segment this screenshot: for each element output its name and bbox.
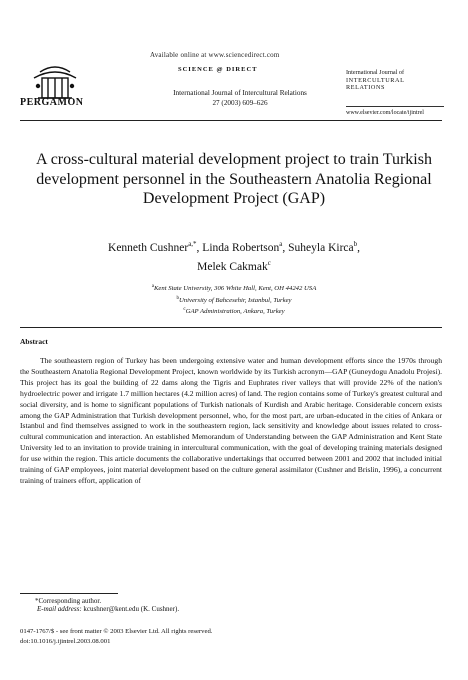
- right-journal-line-3: RELATIONS: [346, 84, 386, 91]
- journal-volume-pages: 27 (2003) 609–626: [212, 99, 268, 107]
- corresponding-author-note: *Corresponding author.: [35, 597, 102, 605]
- author-affil-mark: b: [353, 240, 358, 248]
- abstract-heading: Abstract: [20, 337, 48, 346]
- email-link[interactable]: kcushner@kent.edu (K. Cushner).: [83, 605, 180, 613]
- affiliation-mark: a: [151, 284, 154, 289]
- email-label: E-mail address:: [37, 605, 82, 613]
- affiliation-line: $^b$University of Bahcesehir, Istanbul, Turkey: [176, 295, 292, 304]
- available-online-line[interactable]: Available online at www.sciencedirect.com: [150, 51, 280, 59]
- author-list: Kenneth Cushner$^{a,*}$, Linda Robertson$^a$, Suheyla Kirca$^b$, Melek Cakmak$^c$: [108, 240, 360, 273]
- right-journal-line-1: International Journal of: [346, 69, 405, 76]
- author-email-line: [37, 605, 179, 615]
- journal-name: International Journal of Intercultural Relations: [173, 89, 307, 97]
- right-journal-logo: [346, 69, 446, 92]
- abstract-body: [20, 356, 442, 487]
- author-affil-mark: c: [267, 258, 271, 267]
- right-journal-divider: [346, 106, 444, 107]
- author-name: Linda Robertson: [202, 241, 280, 254]
- publisher-name: PERGAMON: [20, 97, 84, 108]
- author-name: Suheyla Kirca: [288, 241, 354, 254]
- doi-link[interactable]: doi:10.1016/j.ijintrel.2003.08.001: [20, 638, 111, 645]
- affiliation-mark: b: [176, 295, 179, 301]
- affiliations: [20, 282, 448, 317]
- sciencedirect-logo: SCIENCE @ DIRECT: [178, 66, 258, 73]
- journal-url-link[interactable]: www.elsevier.com/locate/ijintrel: [346, 110, 424, 116]
- author-name: Melek Cakmak: [197, 260, 268, 273]
- author-affil-mark: a: [279, 240, 283, 248]
- author-affil-mark: a,*: [188, 240, 197, 248]
- abstract-paragraph: The southeastern region of Turkey has been undergoing extensive water and human development efforts since the 1970s through the Southeastern Anatolia Regional Development Project, known worldwide by its Turkish acronym—GAP (Guneydogu Anadolu Projesi). This project has its goal the building of 22 dams along the Tigris and Euphrates river valleys that will provide 22% of the nation's hydroelectric power and irrigate 1.7 million hectares (4.2 million acres) of land. The region contains some of Turkey's greatest cultural and social diversity, and is home to significant populations of Turkish nationals of Kurdish and Arabic heritage. Considerable concern exists among the GAP Administration that Turkish development personnel, who, for the most part, are urban-educated in the cities of Ankara or Istanbul and find themselves assigned to work in the southeastern region, lack sensitivity and knowledge about issues related to cross-cultural communication and interaction. An established Memorandum of Understanding between the GAP Administration and Kent State University led to an invitation to provide training in intercultural communication, with the goal of developing training materials designed for use within the region. This article documents the collaborative undertakings that occurred between 2001 and 2002 that included initial training of GAP employees, joint material development based on the culture general assimilator (Cushner and Brislin, 1996), a concurrent training of trainers effort, application of: [20, 356, 442, 485]
- affiliation-mark: c: [183, 307, 186, 313]
- footnote-rule: [20, 593, 118, 594]
- header-rule: [20, 120, 442, 121]
- author-name: Kenneth Cushner: [108, 241, 189, 254]
- issn-copyright: 0147-1767/$ - see front matter © 2003 Elsevier Ltd. All rights reserved.: [20, 628, 213, 635]
- right-journal-line-2: INTERCULTURAL: [346, 76, 405, 84]
- affiliation-line: $^a$Kent State University, 306 White Hall, Kent, OH 44242 USA: [151, 284, 317, 293]
- article-title: A cross-cultural material development project to train Turkish development personnel in the Southeastern Anatolia Regional Development Project (GAP): [36, 151, 432, 207]
- abstract-rule: [20, 327, 442, 328]
- journal-citation: [140, 88, 340, 108]
- affiliation-line: $^c$GAP Administration, Ankara, Turkey: [183, 307, 285, 316]
